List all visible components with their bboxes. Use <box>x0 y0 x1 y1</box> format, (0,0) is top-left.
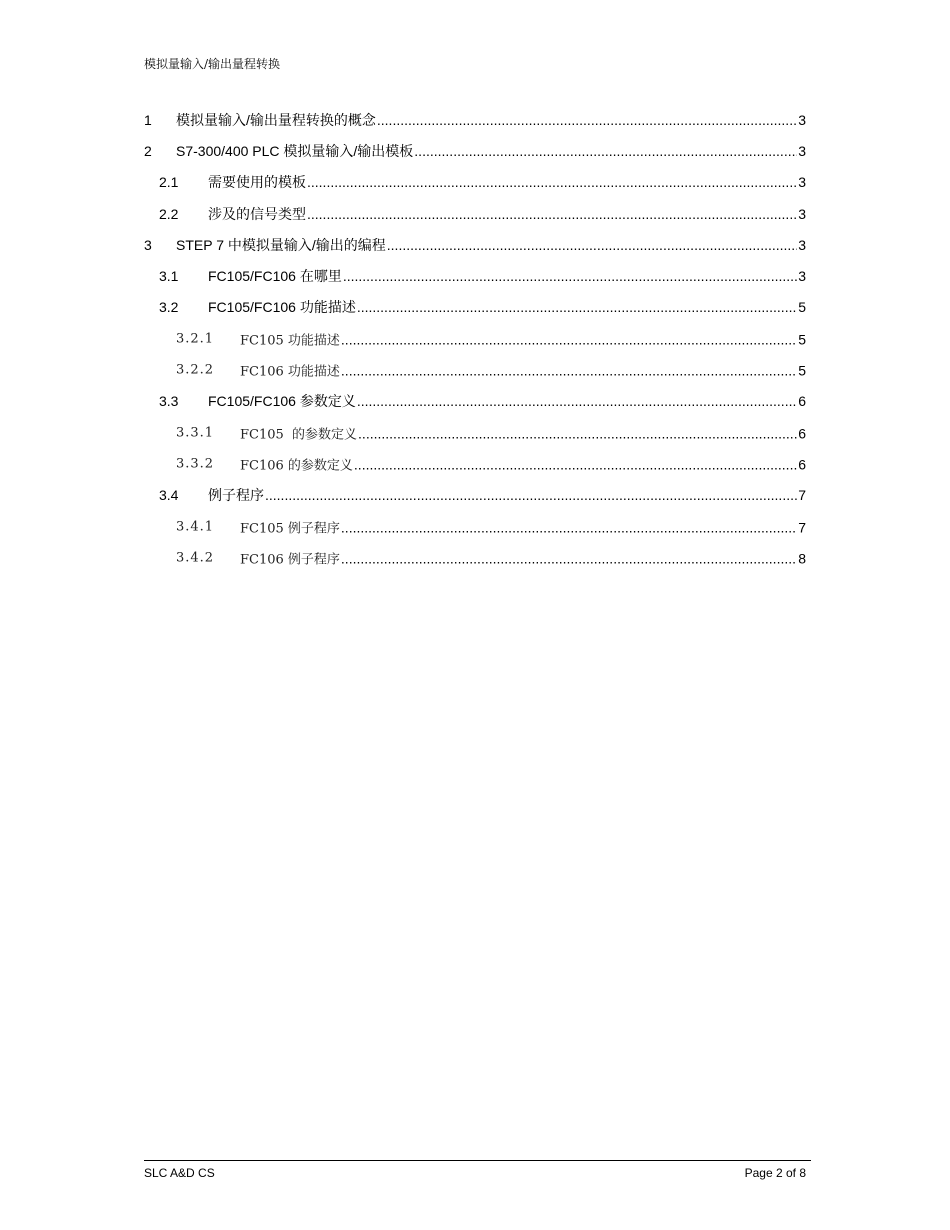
toc-number: 2.2 <box>159 205 179 222</box>
toc-number: 2.1 <box>159 174 179 191</box>
toc-page-number: 3 <box>798 142 806 159</box>
toc-page-number: 3 <box>798 111 806 128</box>
toc-leader-dots <box>377 112 797 128</box>
toc-title: FC106 功能描述 <box>240 364 340 380</box>
toc-page-number: 5 <box>798 299 806 316</box>
toc-leader-dots <box>265 487 797 503</box>
toc-leader-dots <box>307 174 797 190</box>
toc-entry[interactable] <box>144 198 806 229</box>
footer-left-text: SLC A&D CS <box>144 1166 215 1180</box>
toc-entry[interactable] <box>144 167 806 198</box>
toc-page-number: 3 <box>798 205 806 222</box>
toc-page-number: 6 <box>798 393 806 410</box>
toc-page-number: 5 <box>798 362 806 379</box>
toc-leader-dots <box>357 299 797 315</box>
toc-entry[interactable] <box>144 480 806 511</box>
toc-leader-dots <box>341 363 797 379</box>
toc-leader-dots <box>341 519 797 535</box>
toc-entry[interactable] <box>144 417 806 448</box>
toc-entry[interactable] <box>144 229 806 260</box>
toc-entry[interactable] <box>144 135 806 166</box>
footer-divider <box>144 1160 811 1161</box>
toc-title: FC105 例子程序 <box>240 521 340 536</box>
toc-leader-dots <box>354 456 797 472</box>
toc-title: FC105 的参数定义 <box>240 427 358 443</box>
footer-page-indicator: Page 2 of 8 <box>744 1166 806 1180</box>
toc-leader-dots <box>358 425 797 441</box>
toc-page-number: 7 <box>798 487 806 504</box>
toc-title: FC105/FC106 参数定义 <box>208 393 356 410</box>
toc-number: 3.4.2 <box>176 550 215 566</box>
toc-entry[interactable] <box>144 260 806 291</box>
toc-entry[interactable] <box>144 354 806 385</box>
toc-number: 3.1 <box>159 268 179 285</box>
toc-page-number: 7 <box>798 519 806 535</box>
toc-page-number: 3 <box>798 236 806 253</box>
toc-title: 涉及的信号类型 <box>208 205 306 222</box>
toc-title: FC105/FC106 功能描述 <box>208 299 356 316</box>
toc-leader-dots <box>343 268 797 284</box>
toc-page-number: 6 <box>798 425 806 442</box>
toc-page-number: 5 <box>798 331 806 348</box>
toc-title: FC106 的参数定义 <box>240 458 353 474</box>
toc-title: 模拟量输入/输出量程转换的概念 <box>176 111 376 128</box>
toc-title: 需要使用的模板 <box>208 174 306 191</box>
toc-number: 3.2.1 <box>176 331 215 347</box>
toc-entry[interactable] <box>144 292 806 323</box>
toc-entry[interactable] <box>144 386 806 417</box>
toc-number: 2 <box>144 142 152 159</box>
page-header-title: 模拟量输入/输出量程转换 <box>144 57 281 71</box>
toc-number: 3.3 <box>159 393 179 410</box>
toc-leader-dots <box>387 237 797 253</box>
toc-entry[interactable] <box>144 104 806 135</box>
toc-page-number: 6 <box>798 456 806 473</box>
toc-entry[interactable] <box>144 448 806 479</box>
toc-title: S7-300/400 PLC 模拟量输入/输出模板 <box>176 142 414 159</box>
toc-number: 3.4.1 <box>176 519 215 534</box>
toc-page-number: 8 <box>798 550 806 567</box>
toc-entry[interactable] <box>144 511 806 542</box>
toc-number: 3.3.2 <box>176 456 215 472</box>
toc-title: 例子程序 <box>208 487 264 504</box>
toc-number: 3.3.1 <box>176 425 215 441</box>
toc-number: 3.2.2 <box>176 362 215 378</box>
toc-page-number: 3 <box>798 174 806 191</box>
toc-page-number: 3 <box>798 268 806 285</box>
toc-number: 3 <box>144 236 152 253</box>
toc-title: FC106 例子程序 <box>240 552 340 568</box>
toc-title: FC105 功能描述 <box>240 333 340 349</box>
table-of-contents <box>144 104 806 573</box>
toc-title: FC105/FC106 在哪里 <box>208 268 342 285</box>
toc-leader-dots <box>357 393 797 409</box>
toc-leader-dots <box>414 143 797 159</box>
toc-title: STEP 7 中模拟量输入/输出的编程 <box>176 236 386 253</box>
toc-entry[interactable] <box>144 323 806 354</box>
toc-number: 3.2 <box>159 299 179 316</box>
toc-leader-dots <box>341 550 797 566</box>
toc-leader-dots <box>307 206 797 222</box>
toc-number: 1 <box>144 111 152 128</box>
toc-leader-dots <box>341 331 797 347</box>
toc-number: 3.4 <box>159 487 179 504</box>
toc-entry[interactable] <box>144 542 806 573</box>
